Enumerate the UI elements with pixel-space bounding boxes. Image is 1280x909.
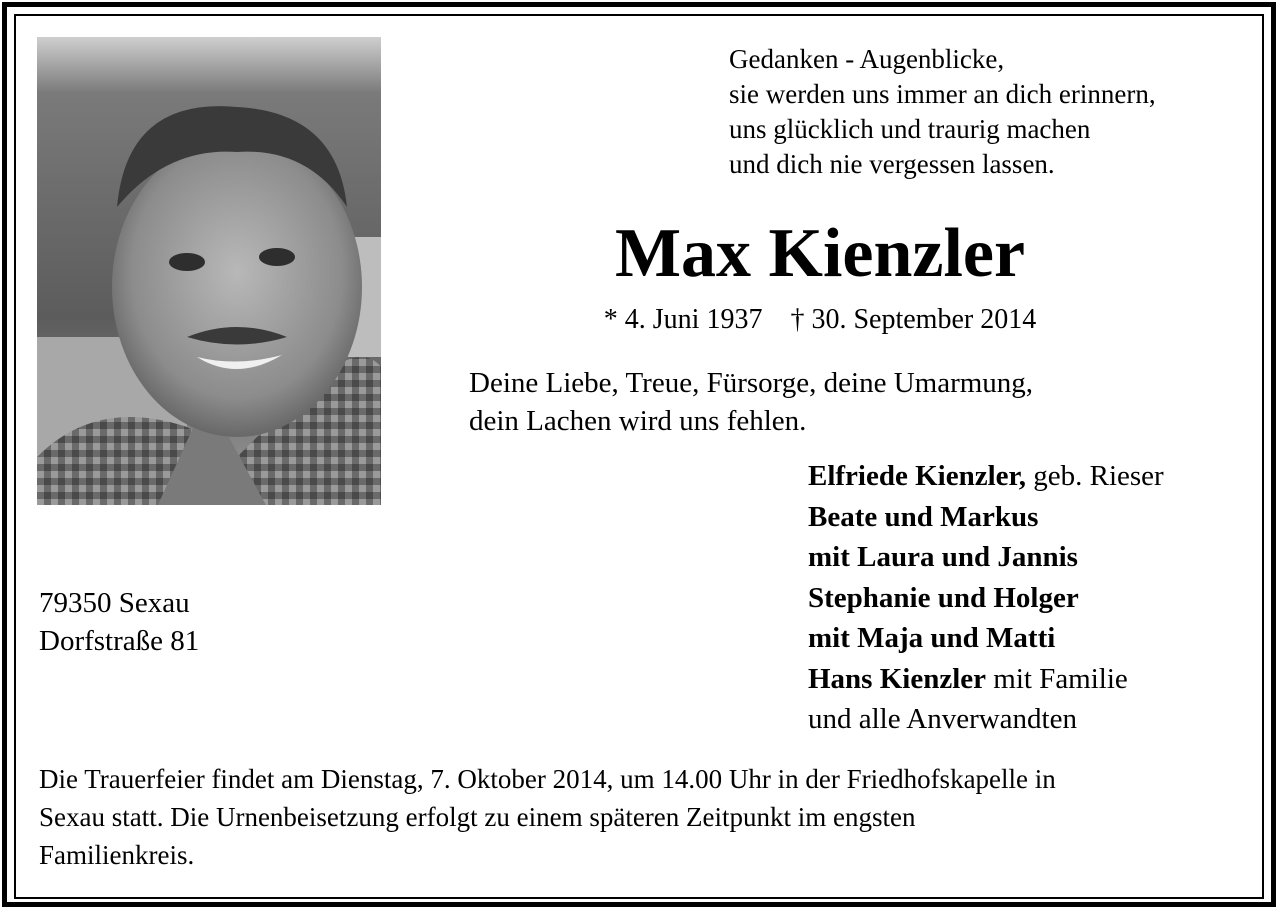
- quote-line: Deine Liebe, Treue, Fürsorge, deine Umarmung,: [469, 367, 1034, 399]
- death-date: † 30. September 2014: [790, 304, 1037, 335]
- mourner-line: [808, 456, 1164, 497]
- mourner-note: und alle Anverwandten: [808, 703, 1077, 735]
- portrait-photo-icon: [37, 37, 381, 505]
- poem: [729, 42, 1156, 182]
- quote: [469, 364, 1033, 440]
- poem-line: uns glücklich und traurig machen: [729, 114, 1091, 144]
- address-city: 79350 Sexau: [39, 587, 190, 619]
- poem-line: sie werden uns immer an dich erinnern,: [729, 79, 1156, 109]
- quote-line: dein Lachen wird uns fehlen.: [469, 405, 807, 437]
- birth-date: * 4. Juni 1937: [603, 304, 763, 335]
- mourner-note: mit Familie: [986, 662, 1128, 695]
- address: [39, 584, 199, 660]
- life-dates: [520, 302, 1120, 338]
- mourner-line: [808, 699, 1164, 740]
- funeral-notice-line: Sexau statt. Die Urnenbeisetzung erfolgt zu einem späteren Zeitpunkt im engsten: [39, 802, 916, 832]
- mourners-list: [808, 456, 1164, 740]
- poem-line: und dich nie vergessen lassen.: [729, 149, 1055, 179]
- mourner-line: [808, 618, 1164, 659]
- mourner-line: [808, 497, 1164, 538]
- mourner-line: [808, 537, 1164, 578]
- mourner-name: Elfriede Kienzler,: [808, 460, 1026, 492]
- mourner-name: mit Maja und Matti: [808, 622, 1056, 654]
- mourner-name: Stephanie und Holger: [808, 581, 1079, 614]
- funeral-notice-line: Die Trauerfeier findet am Dienstag, 7. Oktober 2014, um 14.00 Uhr in der Friedhofskapelle in: [39, 764, 1056, 794]
- mourner-name: Hans Kienzler: [808, 662, 987, 695]
- deceased-name: Max Kienzler: [614, 215, 1026, 292]
- mourner-note: geb. Rieser: [1025, 460, 1164, 492]
- funeral-notice-line: Familienkreis.: [39, 840, 195, 870]
- mourner-line: [808, 659, 1164, 700]
- mourner-name: Beate und Markus: [808, 500, 1039, 533]
- mourner-name: mit Laura und Jannis: [808, 541, 1078, 573]
- funeral-notice: [39, 760, 1056, 874]
- portrait-photo: [37, 37, 381, 505]
- poem-line: Gedanken - Augenblicke,: [729, 44, 1005, 74]
- address-street: Dorfstraße 81: [39, 625, 200, 657]
- mourner-line: [808, 578, 1164, 619]
